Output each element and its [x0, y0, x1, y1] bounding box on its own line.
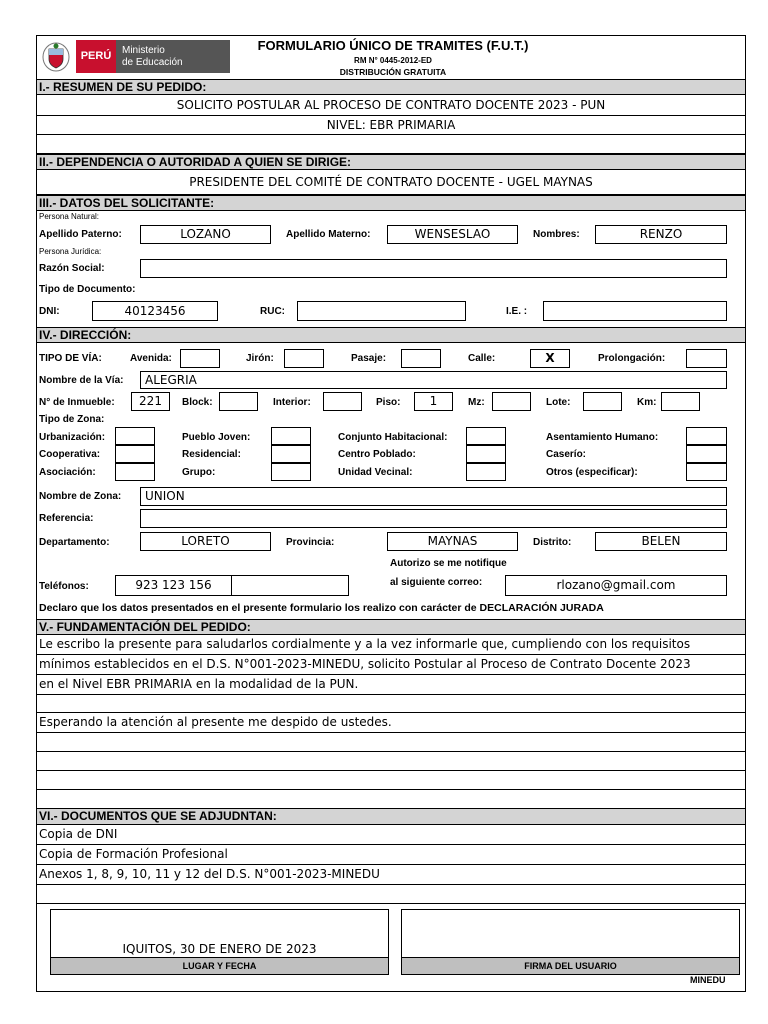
apellido-paterno-field[interactable]: LOZANO	[140, 225, 271, 244]
block-field[interactable]	[219, 392, 258, 411]
distrito-field[interactable]: BELEN	[595, 532, 727, 551]
nombre-via-label: Nombre de la Vía:	[39, 375, 124, 386]
telefono-2-field[interactable]	[231, 575, 349, 596]
peru-shield-icon	[40, 40, 72, 73]
interior-label: Interior:	[273, 397, 311, 408]
conjunto-checkbox[interactable]	[466, 427, 506, 445]
minedu-label: MINEDU	[690, 975, 726, 985]
avenida-label: Avenida:	[130, 353, 172, 364]
jiron-label: Jirón:	[246, 353, 274, 364]
departamento-label: Departamento:	[39, 537, 110, 548]
asociacion-checkbox[interactable]	[115, 463, 155, 481]
section-4-heading: IV.- DIRECCIÓN:	[37, 327, 745, 343]
form-title: FORMULARIO ÚNICO DE TRAMITES (F.U.T.)	[257, 38, 529, 53]
interior-field[interactable]	[323, 392, 362, 411]
apellido-materno-field[interactable]: WENSESLAO	[387, 225, 518, 244]
pasaje-field[interactable]	[401, 349, 441, 368]
peru-label: PERÚ	[76, 40, 116, 73]
cooperativa-checkbox[interactable]	[115, 445, 155, 463]
asociacion-label: Asociación:	[39, 467, 96, 478]
section-6-heading: VI.- DOCUMENTOS QUE SE ADJUDNTAN:	[37, 809, 745, 825]
pueblo-joven-checkbox[interactable]	[271, 427, 311, 445]
telefonos-label: Teléfonos:	[39, 581, 89, 592]
inmueble-field[interactable]: 221	[131, 392, 170, 411]
km-field[interactable]	[661, 392, 700, 411]
residencial-checkbox[interactable]	[271, 445, 311, 463]
piso-label: Piso:	[376, 397, 401, 408]
firma-box[interactable]	[401, 909, 740, 975]
centro-poblado-label: Centro Poblado:	[338, 449, 416, 460]
urbanizacion-checkbox[interactable]	[115, 427, 155, 445]
residencial-label: Residencial:	[182, 449, 241, 460]
ie-field[interactable]	[543, 301, 727, 321]
fundamentacion-line	[37, 695, 745, 713]
documento-line: Copia de DNI	[37, 825, 745, 845]
block-label: Block:	[182, 397, 213, 408]
nombre-via-field[interactable]: ALEGRIA	[140, 371, 727, 389]
nombres-field[interactable]: RENZO	[595, 225, 727, 244]
apellido-paterno-label: Apellido Paterno:	[39, 229, 122, 240]
razon-social-label: Razón Social:	[39, 263, 105, 274]
ruc-label: RUC:	[260, 306, 285, 317]
avenida-field[interactable]	[180, 349, 220, 368]
summary-line-1: SOLICITO POSTULAR AL PROCESO DE CONTRATO DOCENTE 2023 - PUN	[37, 95, 745, 116]
tipo-zona-label: Tipo de Zona:	[39, 414, 105, 425]
fundamentacion-line: Le escribo la presente para saludarlos cordialmente y a la vez informarle que, cumpliendo con los requisitos	[37, 635, 745, 655]
provincia-label: Provincia:	[286, 537, 335, 548]
nombre-zona-label: Nombre de Zona:	[39, 491, 122, 502]
grupo-label: Grupo:	[182, 467, 216, 478]
otros-checkbox[interactable]	[686, 463, 727, 481]
distrito-label: Distrito:	[533, 537, 572, 548]
summary-blank	[37, 135, 745, 154]
provincia-field[interactable]: MAYNAS	[387, 532, 518, 551]
distribution-note: DISTRIBUCIÓN GRATUITA	[339, 67, 447, 77]
authority-line: PRESIDENTE DEL COMITÉ DE CONTRATO DOCENTE - UGEL MAYNAS	[37, 170, 745, 195]
otros-label: Otros (especificar):	[546, 467, 638, 478]
telefono-1-field[interactable]: 923 123 156	[115, 575, 232, 596]
ministry-line1: Ministerio	[122, 45, 165, 56]
ministry-line2: de Educación	[122, 57, 183, 68]
departamento-field[interactable]: LORETO	[140, 532, 271, 551]
calle-label: Calle:	[468, 353, 496, 364]
correo-field[interactable]: rlozano@gmail.com	[505, 575, 727, 596]
asentamiento-checkbox[interactable]	[686, 427, 727, 445]
razon-social-field[interactable]	[140, 259, 727, 278]
autorizo-line1: Autorizo se me notifique	[390, 558, 507, 569]
nombres-label: Nombres:	[533, 229, 580, 240]
section-3-heading: III.- DATOS DEL SOLICITANTE:	[37, 195, 745, 211]
ministry-block	[116, 40, 230, 73]
tipo-documento-label: Tipo de Documento:	[39, 284, 136, 295]
referencia-field[interactable]	[140, 509, 727, 528]
ruc-field[interactable]	[297, 301, 466, 321]
calle-field[interactable]: X	[530, 349, 570, 368]
conjunto-label: Conjunto Habitacional:	[338, 432, 448, 443]
fundamentacion-line: Esperando la atención al presente me despido de ustedes.	[37, 713, 745, 733]
documento-line: Anexos 1, 8, 9, 10, 11 y 12 del D.S. N°001-2023-MINEDU	[37, 865, 745, 885]
lote-label: Lote:	[546, 397, 571, 408]
unidad-vecinal-label: Unidad Vecinal:	[338, 467, 413, 478]
persona-juridica-label: Persona Jurídica:	[39, 247, 102, 256]
mz-field[interactable]	[492, 392, 531, 411]
inmueble-label: N° de Inmueble:	[39, 397, 115, 408]
unidad-vecinal-checkbox[interactable]	[466, 463, 506, 481]
firma-label: FIRMA DEL USUARIO	[402, 957, 739, 974]
asentamiento-label: Asentamiento Humano:	[546, 432, 659, 443]
pasaje-label: Pasaje:	[351, 353, 387, 364]
section-2-heading: II.- DEPENDENCIA O AUTORIDAD A QUIEN SE DIRIGE:	[37, 154, 745, 170]
declaracion-jurada: Declaro que los datos presentados en el presente formulario los realizo con carácter de DECLARACIÓN JURADA	[39, 602, 604, 614]
rm-number: RM N° 0445-2012-ED	[354, 56, 432, 65]
lugar-fecha-label: LUGAR Y FECHA	[51, 957, 388, 974]
cooperativa-label: Cooperativa:	[39, 449, 101, 460]
pueblo-joven-label: Pueblo Joven:	[182, 432, 251, 443]
km-label: Km:	[637, 397, 657, 408]
section-1-heading: I.- RESUMEN DE SU PEDIDO:	[37, 79, 745, 95]
prolongacion-label: Prolongación:	[598, 353, 666, 364]
jiron-field[interactable]	[284, 349, 324, 368]
caserio-checkbox[interactable]	[686, 445, 727, 463]
caserio-label: Caserío:	[546, 449, 587, 460]
centro-poblado-checkbox[interactable]	[466, 445, 506, 463]
fundamentacion-line: mínimos establecidos en el D.S. N°001-2023-MINEDU, solicito Postular al Proceso de Contrato Docente 2023	[37, 655, 745, 675]
mz-label: Mz:	[468, 397, 485, 408]
fundamentacion-line	[37, 752, 745, 771]
fundamentacion-line: en el Nivel EBR PRIMARIA en la modalidad de la PUN.	[37, 675, 745, 695]
summary-line-2: NIVEL: EBR PRIMARIA	[37, 116, 745, 135]
fundamentacion-line	[37, 771, 745, 790]
fundamentacion-line	[37, 733, 745, 752]
autorizo-line2: al siguiente correo:	[390, 577, 483, 588]
prolongacion-field[interactable]	[686, 349, 727, 368]
documento-line: Copia de Formación Profesional	[37, 845, 745, 865]
fundamentacion-line	[37, 790, 745, 809]
section-5-heading: V.- FUNDAMENTACIÓN DEL PEDIDO:	[37, 619, 745, 635]
piso-field[interactable]: 1	[414, 392, 453, 411]
grupo-checkbox[interactable]	[271, 463, 311, 481]
documento-line	[37, 885, 745, 904]
tipo-via-label: TIPO DE VÍA:	[39, 353, 102, 364]
apellido-materno-label: Apellido Materno:	[286, 229, 371, 240]
dni-label: DNI:	[39, 306, 60, 317]
referencia-label: Referencia:	[39, 513, 94, 524]
urbanizacion-label: Urbanización:	[39, 432, 106, 443]
lugar-fecha-box[interactable]	[50, 909, 389, 975]
persona-natural-label: Persona Natural:	[39, 212, 100, 221]
lugar-fecha-value: IQUITOS, 30 DE ENERO DE 2023	[122, 942, 317, 956]
ie-label: I.E. :	[506, 306, 528, 317]
nombre-zona-field[interactable]: UNION	[140, 487, 727, 506]
lote-field[interactable]	[583, 392, 622, 411]
dni-field[interactable]: 40123456	[92, 301, 218, 321]
minedu-logo	[40, 39, 230, 74]
